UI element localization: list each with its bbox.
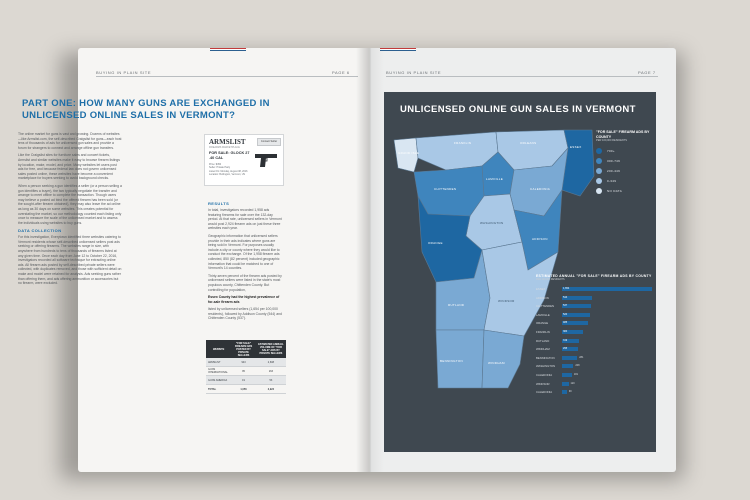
bar-label: CHITTENDEN bbox=[536, 304, 555, 309]
results-column bbox=[208, 198, 282, 324]
table-header: "FOR SALE" FIREARM ADS POSTED BY PRIVATE SELLERS bbox=[231, 340, 256, 358]
header-rule bbox=[96, 76, 358, 77]
flag-stripe bbox=[380, 48, 416, 51]
legend-swatch bbox=[596, 148, 602, 154]
bar-value: 208 bbox=[575, 364, 580, 368]
bar-value: 120 bbox=[570, 381, 575, 385]
bar-value: 544 bbox=[563, 295, 568, 299]
bar-label: LAMOILLE bbox=[536, 312, 550, 317]
ad-detail-line: Listed On: Monday, August 08, 2016 bbox=[209, 169, 248, 173]
legend-swatch bbox=[596, 158, 602, 164]
county-label-washington: WASHINGTON bbox=[480, 221, 504, 225]
armslist-logo: ARMSLIST bbox=[209, 138, 246, 146]
bar-row bbox=[536, 302, 656, 311]
county-label-essex: ESSEX bbox=[570, 145, 582, 149]
bar-value: 295 bbox=[563, 347, 568, 351]
bar-label: CALEDONIA bbox=[536, 372, 553, 377]
legend-label: 300-749 bbox=[607, 159, 621, 164]
intro-paragraph: When a person seeking a gun identifies a seller (or a person selling a gun identifies a buyer), the two typically negotiate the transfer and arrange to meet offline to complete the transaction. Though users may believe a posted ad bind the offered firearm has been sold (or the sought-after firearm obtained), they may also leave the ad online as long as 30 days on some websites. This creates potential for overstating the market, so our methodology counted each listing only once to measure the scale of the unlicensed market and to assess the individuals using websites to buy guns. bbox=[18, 183, 122, 225]
bar-label: RUTLAND bbox=[536, 338, 550, 343]
table-row bbox=[206, 376, 286, 385]
results-paragraph: In total, investigators recorded 1,958 ads featuring firearms for sale over the 132-day period. At that rate, unlicensed sellers in Vermont would post 2,924 firearm ads on just these three websites each year. bbox=[208, 208, 282, 231]
data-collection-heading: DATA COLLECTION bbox=[18, 228, 62, 234]
legend-label: NO DATA bbox=[607, 189, 622, 194]
county-label-lamoille: LAMOILLE bbox=[486, 177, 504, 181]
intro-paragraph: Like the Craigslist sites for furniture sales and concert tickets, Armslist and similar websites make it easy to browse firearm listings by location, make, model, and price. Many websites let users post ads for free, and because federal law does not govern unlicensed sales posted online, these websites have become a convenient marketplace for buyers seeking to avoid background checks. bbox=[18, 153, 120, 181]
bar-label: CALEDONIA bbox=[536, 390, 553, 395]
bar bbox=[562, 356, 577, 360]
table-cell: 53 bbox=[256, 376, 286, 385]
county-label-orange: ADDISON bbox=[532, 237, 548, 241]
bar-row bbox=[536, 354, 656, 363]
ad-detail-line: Seller: Private Party bbox=[209, 166, 231, 170]
bar-value: 319 bbox=[563, 338, 568, 342]
bar-value: 281 bbox=[579, 355, 584, 359]
bar-rows bbox=[536, 285, 656, 397]
bar-row bbox=[536, 311, 656, 320]
bar bbox=[562, 373, 572, 377]
bar-value: 485 bbox=[563, 321, 568, 325]
table-cell: 2,924 bbox=[256, 385, 286, 394]
results-paragraph: Thirty-seven percent of the firearm ads posted by unlicensed sellers were listed in the state's most populous county, Chittenden County. But controlling for population, bbox=[208, 273, 282, 292]
bar-row bbox=[536, 362, 656, 371]
table-cell: GUNS AMERICA bbox=[206, 376, 231, 385]
county-label-grand-isle: GRAND ISLE bbox=[398, 151, 420, 155]
legend-item bbox=[596, 186, 658, 196]
contact-seller-button: Contact Seller bbox=[257, 138, 281, 146]
map-legend bbox=[596, 130, 658, 196]
bar-row bbox=[536, 328, 656, 337]
legend-swatch bbox=[596, 188, 602, 194]
bar-label: FRANKLIN bbox=[536, 329, 550, 334]
legend-item bbox=[596, 146, 658, 156]
bar bbox=[562, 382, 569, 386]
table-cell: ARMSLIST bbox=[206, 358, 231, 367]
results-heading: RESULTS bbox=[208, 201, 230, 206]
bar bbox=[562, 390, 567, 394]
panel-title: UNLICENSED ONLINE GUN SALES IN VERMONT bbox=[400, 104, 636, 115]
legend-item bbox=[596, 156, 658, 166]
table-cell: 19 bbox=[231, 376, 256, 385]
website-ads-table bbox=[206, 340, 286, 394]
table-row bbox=[206, 358, 286, 367]
county-label-franklin: FRANKLIN bbox=[454, 141, 472, 145]
bar-row bbox=[536, 285, 656, 294]
legend-label: 700+ bbox=[607, 149, 615, 154]
county-bar-chart bbox=[536, 274, 656, 397]
legend-title: "FOR SALE" FIREARM ADS BY COUNTY bbox=[596, 130, 650, 139]
bar-label: WASHINGTON bbox=[536, 364, 556, 369]
table-cell: 943 bbox=[231, 358, 256, 367]
bar-row bbox=[536, 380, 656, 389]
legend-label: 200-449 bbox=[607, 169, 621, 174]
bar-row bbox=[536, 345, 656, 354]
bar bbox=[562, 364, 573, 368]
bar-label: ORANGE bbox=[536, 321, 549, 326]
legend-item bbox=[596, 176, 658, 186]
table-header: WEBSITE bbox=[206, 340, 231, 358]
table-row bbox=[206, 367, 286, 376]
county-grand-isle bbox=[394, 138, 418, 172]
table-cell: TOTAL bbox=[206, 385, 231, 394]
table-total-row bbox=[206, 385, 286, 394]
bar-label: WINDSOR bbox=[536, 381, 550, 386]
county-label-windham: WINDHAM bbox=[488, 361, 505, 365]
county-label-rutland: RUTLAND bbox=[448, 303, 465, 307]
intro-paragraph: The online market for guns is vast and growing. Dozens of websites—like Armslist.com, the self-described Craigslist for guns—each host tens of thousands of ads for unlicensed gun sales and provide a forum for strangers to connect and arrange offline gun transfers. bbox=[18, 132, 122, 150]
bar-value: 181 bbox=[573, 372, 579, 376]
results-paragraph: Geographic information that unlicensed sellers provide in their ads indicates where guns are being sold in Vermont. For purposes usually include a city or county where they would like to conduct the exchange. Of the 1,958 firearm ads collected, 850 (82 percent) included geographic information that could be matched to one of Vermont's 14 counties. bbox=[208, 233, 280, 271]
ad-details bbox=[209, 163, 255, 176]
table-header-row bbox=[206, 340, 286, 358]
ad-title: FOR SALE: GLOCK 27 .40 CAL bbox=[209, 151, 250, 160]
bar-label: BENNINGTON bbox=[536, 355, 555, 360]
results-highlight: Essex County had the highest prevalence of for-sale firearm ads bbox=[208, 295, 280, 304]
bar-row bbox=[536, 294, 656, 303]
armslist-ad-screenshot bbox=[204, 134, 284, 186]
page-label: PAGE 7 bbox=[638, 70, 656, 75]
county-essex bbox=[562, 130, 594, 196]
legend-item bbox=[596, 166, 658, 176]
county-label-windsor: WINDSOR bbox=[498, 299, 515, 303]
table-cell: GUNS INTERNATIONAL bbox=[206, 367, 231, 376]
bar-row bbox=[536, 371, 656, 380]
bar-value: 537 bbox=[563, 304, 568, 308]
part-title: PART ONE: HOW MANY GUNS ARE EXCHANGED IN UNLICENSED ONLINE SALES IN VERMONT? bbox=[22, 98, 270, 121]
bar-value: 520 bbox=[563, 312, 568, 316]
table-cell: 263 bbox=[256, 367, 286, 376]
bar-row bbox=[536, 388, 656, 397]
table-cell: 1,056 bbox=[231, 385, 256, 394]
running-head: BUYING IN PLAIN SITE bbox=[386, 70, 442, 75]
county-label-bennington: BENNINGTON bbox=[440, 359, 463, 363]
book-spine-shadow bbox=[356, 48, 384, 472]
bar-value: 1,654 bbox=[563, 287, 570, 290]
bar-row bbox=[536, 337, 656, 346]
bar-value: 384 bbox=[563, 329, 568, 333]
legend-subtitle: PER 100,000 RESIDENTS bbox=[596, 139, 627, 143]
bar-label: ESSEX bbox=[536, 287, 546, 291]
page-label: PAGE 6 bbox=[332, 70, 350, 75]
data-collection-paragraph: For this investigation, Everytown identified three websites catering to Vermont residents whose self-described unlicensed sellers post ads seeking or offering firearms. The websites range in size, with anywhere from hundreds to tens of thousands of firearms listed at any given time. Once each day from June 12 to October 22, 2016, investigators recorded all software technique for extracting online ads. All firearm ads posted by self-described private sellers were collected, with duplicates removed, and those with sufficient detail on make and model were retained for analysis. Ads seeking guns rather than offering them, and ads offering ammunition or accessories but no firearm, were excluded. bbox=[18, 235, 122, 286]
bar-row bbox=[536, 319, 656, 328]
header-rule bbox=[386, 76, 658, 77]
ad-detail-line: Location: Burlington, Vermont, US bbox=[209, 172, 246, 176]
county-label-orleans: ORLEANS bbox=[520, 141, 537, 145]
bar-chart-title: ESTIMATED ANNUAL "FOR SALE" FIREARM ADS BY COUNTY bbox=[536, 274, 652, 278]
county-windham bbox=[482, 330, 524, 388]
county-label-chittenden: CHITTENDEN bbox=[434, 187, 457, 191]
bar-chart-subtitle: PER 100,000 RESIDENTS bbox=[536, 278, 565, 281]
table-header: ESTIMATED ANNUAL VOLUME OF "FOR SALE" ADS BY PRIVATE SELLERS bbox=[256, 340, 286, 358]
legend-label: 0-349 bbox=[607, 179, 617, 184]
intro-column bbox=[18, 132, 122, 289]
results-paragraph: listed by unlicensed sellers (1,654 per 100,000 residents), followed by Addison County (544) and Chittenden County (537). bbox=[208, 307, 282, 321]
bar-value: 90 bbox=[568, 390, 572, 394]
running-head: BUYING IN PLAIN SITE bbox=[96, 70, 152, 75]
legend-swatch bbox=[596, 168, 602, 174]
bar-label: ADDISON bbox=[536, 295, 549, 300]
flag-stripe bbox=[210, 48, 246, 51]
county-label-addison: ORANGE bbox=[428, 241, 443, 245]
armslist-logo-sub: FIREARMS MARKETPLACE bbox=[209, 146, 240, 149]
pistol-icon bbox=[253, 149, 281, 169]
county-label-caledonia: CALEDONIA bbox=[530, 187, 551, 191]
bar bbox=[562, 287, 652, 291]
table-cell: 95 bbox=[231, 367, 256, 376]
bar-label: WINDHAM bbox=[536, 347, 550, 352]
legend-swatch bbox=[596, 178, 602, 184]
table-cell: 2,608 bbox=[256, 358, 286, 367]
ad-detail-line: Price: $450 bbox=[209, 163, 222, 166]
